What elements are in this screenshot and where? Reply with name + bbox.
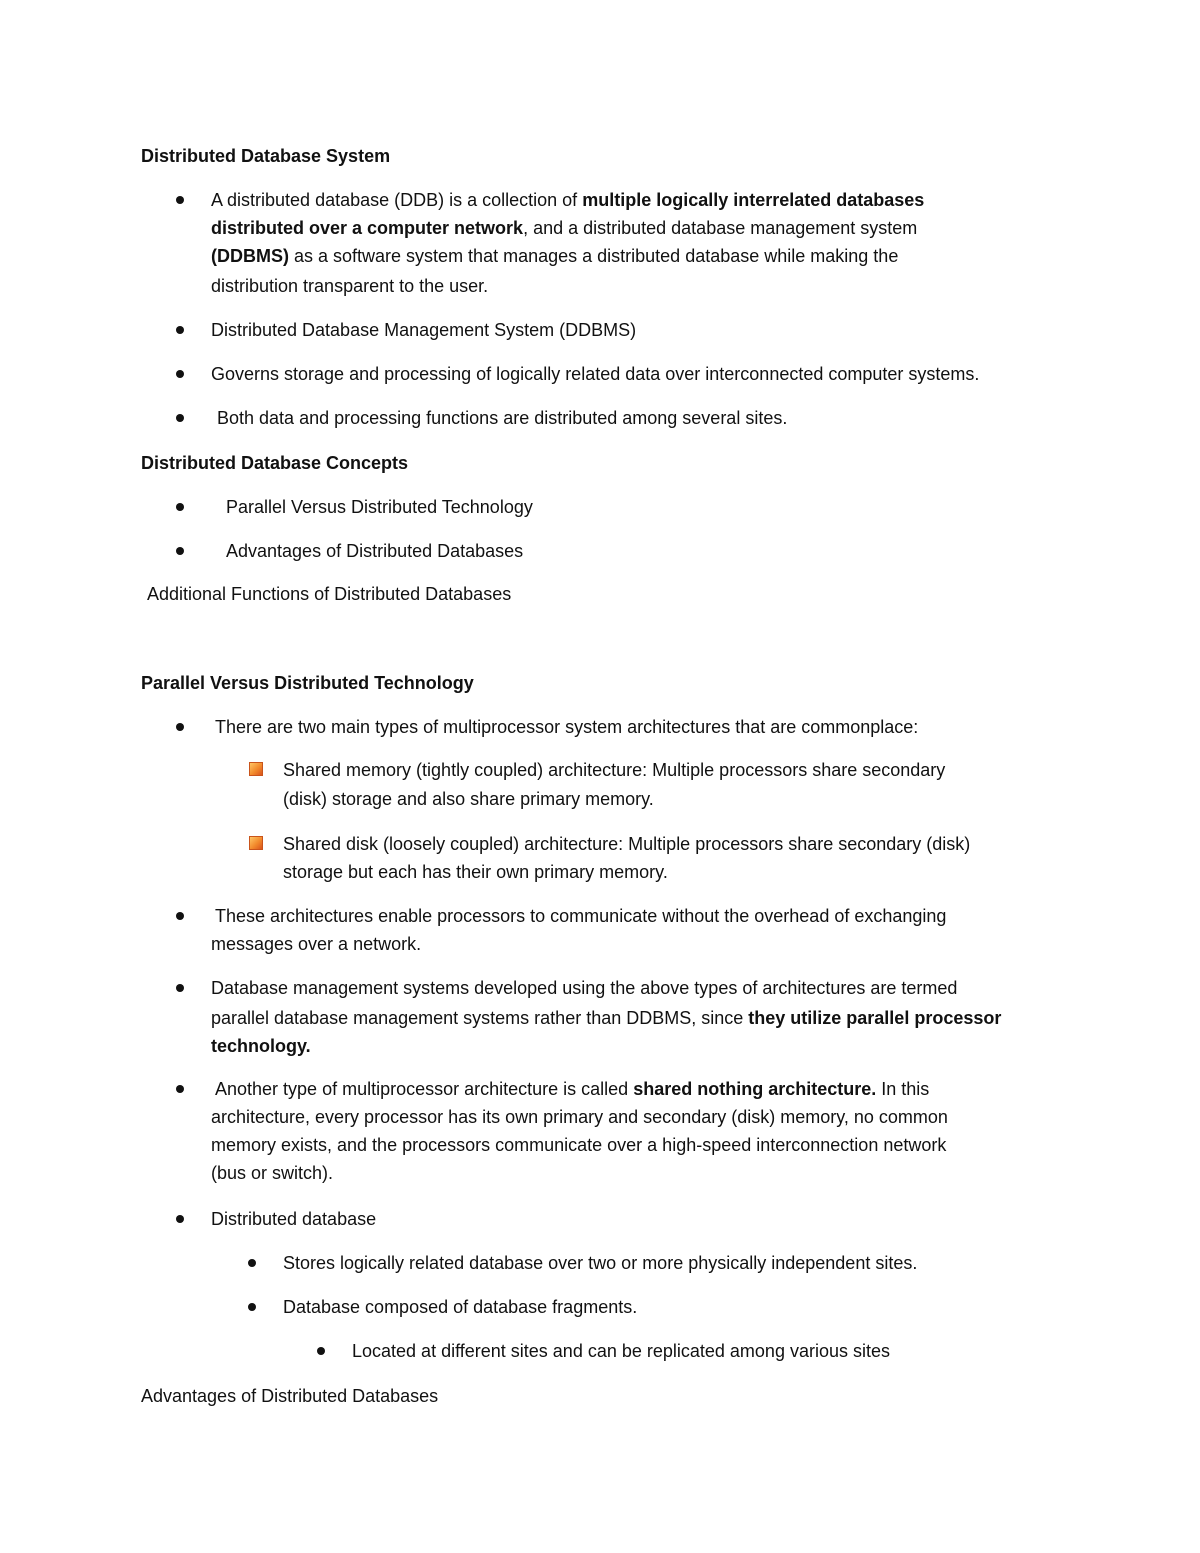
paragraph-line: distribution transparent to the user. — [211, 276, 489, 296]
list-item: There are two main types of multiprocessor system architectures that are commonplace: — [215, 717, 919, 737]
paragraph-line — [211, 186, 924, 214]
bullet-dot — [176, 723, 184, 731]
text-run: , and a distributed database management system — [523, 218, 918, 238]
list-item: Governs storage and processing of logically related data over interconnected computer systems. — [211, 364, 980, 384]
list-item: Parallel Versus Distributed Technology — [226, 497, 533, 517]
paragraph-line: architecture, every processor has its own primary and secondary (disk) memory, no common — [211, 1107, 948, 1127]
bullet-dot — [176, 414, 184, 422]
bold-text-run: (DDBMS) — [211, 246, 289, 266]
bullet-dot — [176, 196, 184, 204]
paragraph-line — [211, 242, 898, 270]
bold-text-run: distributed over a computer network — [211, 218, 524, 238]
list-item: Located at different sites and can be replicated among various sites — [352, 1341, 890, 1361]
bullet-dot — [176, 984, 184, 992]
square-bullet-icon — [249, 762, 263, 776]
bullet-dot — [176, 1085, 184, 1093]
paragraph-line — [215, 1075, 929, 1103]
bold-text-run: shared nothing architecture. — [633, 1079, 877, 1099]
paragraph-line: messages over a network. — [211, 934, 422, 954]
list-item: Distributed database — [211, 1209, 377, 1229]
text-run: parallel database management systems rather than DDBMS, since — [211, 1008, 749, 1028]
list-item: Distributed Database Management System (DDBMS) — [211, 320, 637, 340]
paragraph-line — [211, 1004, 1001, 1032]
paragraph-line: (bus or switch). — [211, 1163, 334, 1183]
bullet-dot — [317, 1347, 325, 1355]
bullet-dot — [176, 547, 184, 555]
paragraph-line: storage but each has their own primary memory. — [283, 862, 668, 882]
section-heading-distributed-database-concepts: Distributed Database Concepts — [141, 453, 409, 473]
text-run: A distributed database (DDB) is a collection of — [211, 190, 583, 210]
paragraph-line: Database management systems developed using the above types of architectures are termed — [211, 978, 958, 998]
section-heading-distributed-database-system: Distributed Database System — [141, 146, 391, 166]
paragraph-line: Shared memory (tightly coupled) architecture: Multiple processors share secondary — [283, 760, 946, 780]
bullet-dot — [176, 912, 184, 920]
bold-text-run: they utilize parallel processor — [748, 1008, 1002, 1028]
section-heading-advantages: Advantages of Distributed Databases — [141, 1386, 439, 1406]
square-bullet-icon — [249, 836, 263, 850]
bullet-dot — [248, 1259, 256, 1267]
section-heading-parallel-versus-distributed: Parallel Versus Distributed Technology — [141, 673, 474, 693]
paragraph-line: (disk) storage and also share primary memory. — [283, 789, 654, 809]
bold-text-run: technology. — [211, 1036, 311, 1056]
paragraph-line: memory exists, and the processors communicate over a high-speed interconnection network — [211, 1135, 947, 1155]
paragraph-line: These architectures enable processors to communicate without the overhead of exchanging — [215, 906, 947, 926]
list-item: Advantages of Distributed Databases — [226, 541, 524, 561]
text-run: In this — [876, 1079, 930, 1099]
list-item: Both data and processing functions are distributed among several sites. — [217, 408, 788, 428]
list-item: Stores logically related database over two or more physically independent sites. — [283, 1253, 918, 1273]
text-run: as a software system that manages a distributed database while making the — [289, 246, 899, 266]
bullet-dot — [176, 326, 184, 334]
text-run: Another type of multiprocessor architecture is called — [215, 1079, 634, 1099]
list-item: Database composed of database fragments. — [283, 1297, 638, 1317]
paragraph-line: Shared disk (loosely coupled) architecture: Multiple processors share secondary (disk) — [283, 834, 971, 854]
bullet-dot — [248, 1303, 256, 1311]
bullet-dot — [176, 503, 184, 511]
plain-paragraph: Additional Functions of Distributed Databases — [147, 584, 512, 604]
paragraph-line — [211, 1032, 311, 1060]
bullet-dot — [176, 1215, 184, 1223]
bold-text-run: multiple logically interrelated databases — [582, 190, 925, 210]
paragraph-line — [211, 214, 917, 242]
bullet-dot — [176, 370, 184, 378]
